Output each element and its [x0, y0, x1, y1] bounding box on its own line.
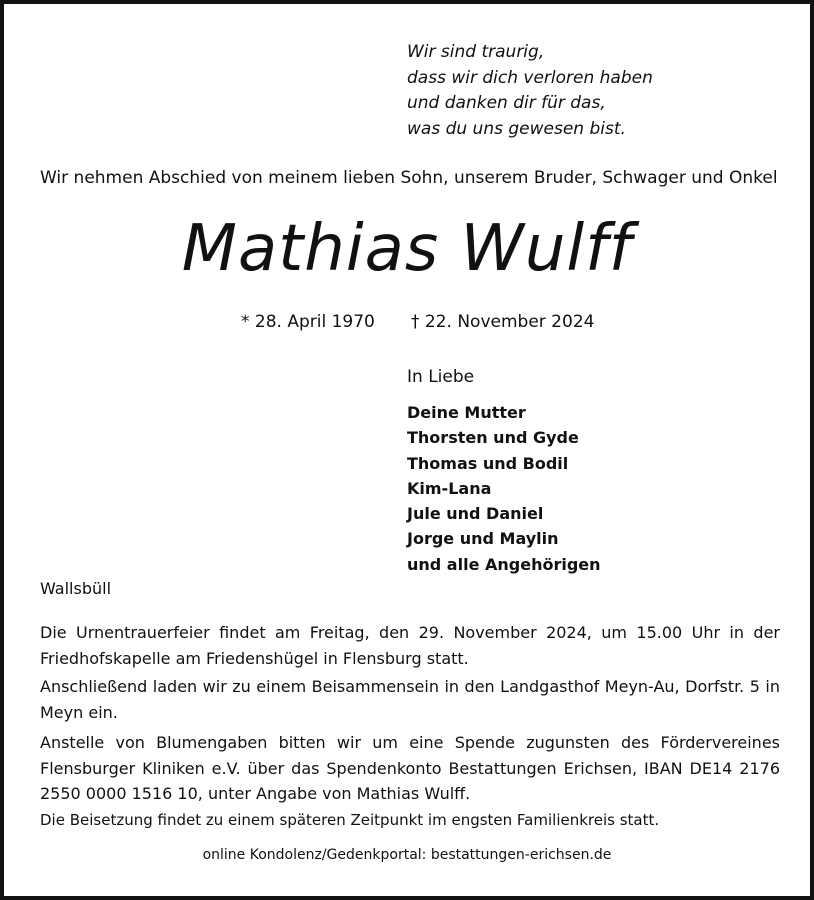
poem-line: was du uns gewesen bist. [407, 118, 626, 139]
gathering-paragraph: Anschließend laden wir zu einem Beisammensein in den Landgasthof Meyn-Au, Dorfstr. 5 in Meyn ein. [40, 677, 780, 722]
mourner-name: Thomas und Bodil [407, 453, 569, 473]
birth-date: * 28. April 1970 [241, 312, 375, 332]
funeral-service-paragraph: Die Urnentrauerfeier findet am Freitag, den 29. November 2024, um 15.00 Uhr in der Friedhofskapelle am Friedenshügel in Flensburg statt. [40, 623, 780, 668]
deceased-name: Mathias Wulff [181, 212, 633, 286]
poem [407, 40, 653, 142]
donation-paragraph: Anstelle von Blumengaben bitten wir um eine Spende zugunsten des Fördervereines Flensburger Kliniken e.V. über das Spendenkonto Bestattungen Erichsen, IBAN DE14 2176 2550 0000 1516 10, unter Angabe von Mathias Wulff. [40, 733, 780, 803]
mourner-name: Deine Mutter [407, 403, 526, 422]
intro-text: Wir nehmen Abschied von meinem lieben Sohn, unserem Bruder, Schwager und Onkel [40, 168, 778, 188]
poem-line: dass wir dich verloren haben [407, 67, 653, 88]
mourner-name: und alle Angehörigen [407, 554, 601, 574]
mourner-name: Jule und Daniel [407, 504, 544, 524]
place-name: Wallsbüll [40, 579, 112, 598]
mourner-name: Kim-Lana [407, 478, 492, 498]
mourner-name: Jorge und Maylin [407, 529, 559, 549]
poem-line: und danken dir für das, [407, 93, 606, 113]
mourners-list [407, 400, 601, 577]
mourners-heading: In Liebe [407, 367, 475, 387]
mourner-name: Thorsten und Gyde [407, 428, 579, 448]
death-date: † 22. November 2024 [411, 312, 595, 332]
poem-line: Wir sind traurig, [407, 42, 545, 62]
burial-paragraph: Die Beisetzung findet zu einem späteren Zeitpunkt im engsten Familienkreis statt. [40, 811, 660, 829]
condolence-portal-footer: online Kondolenz/Gedenkportal: bestattungen-erichsen.de [202, 847, 612, 863]
